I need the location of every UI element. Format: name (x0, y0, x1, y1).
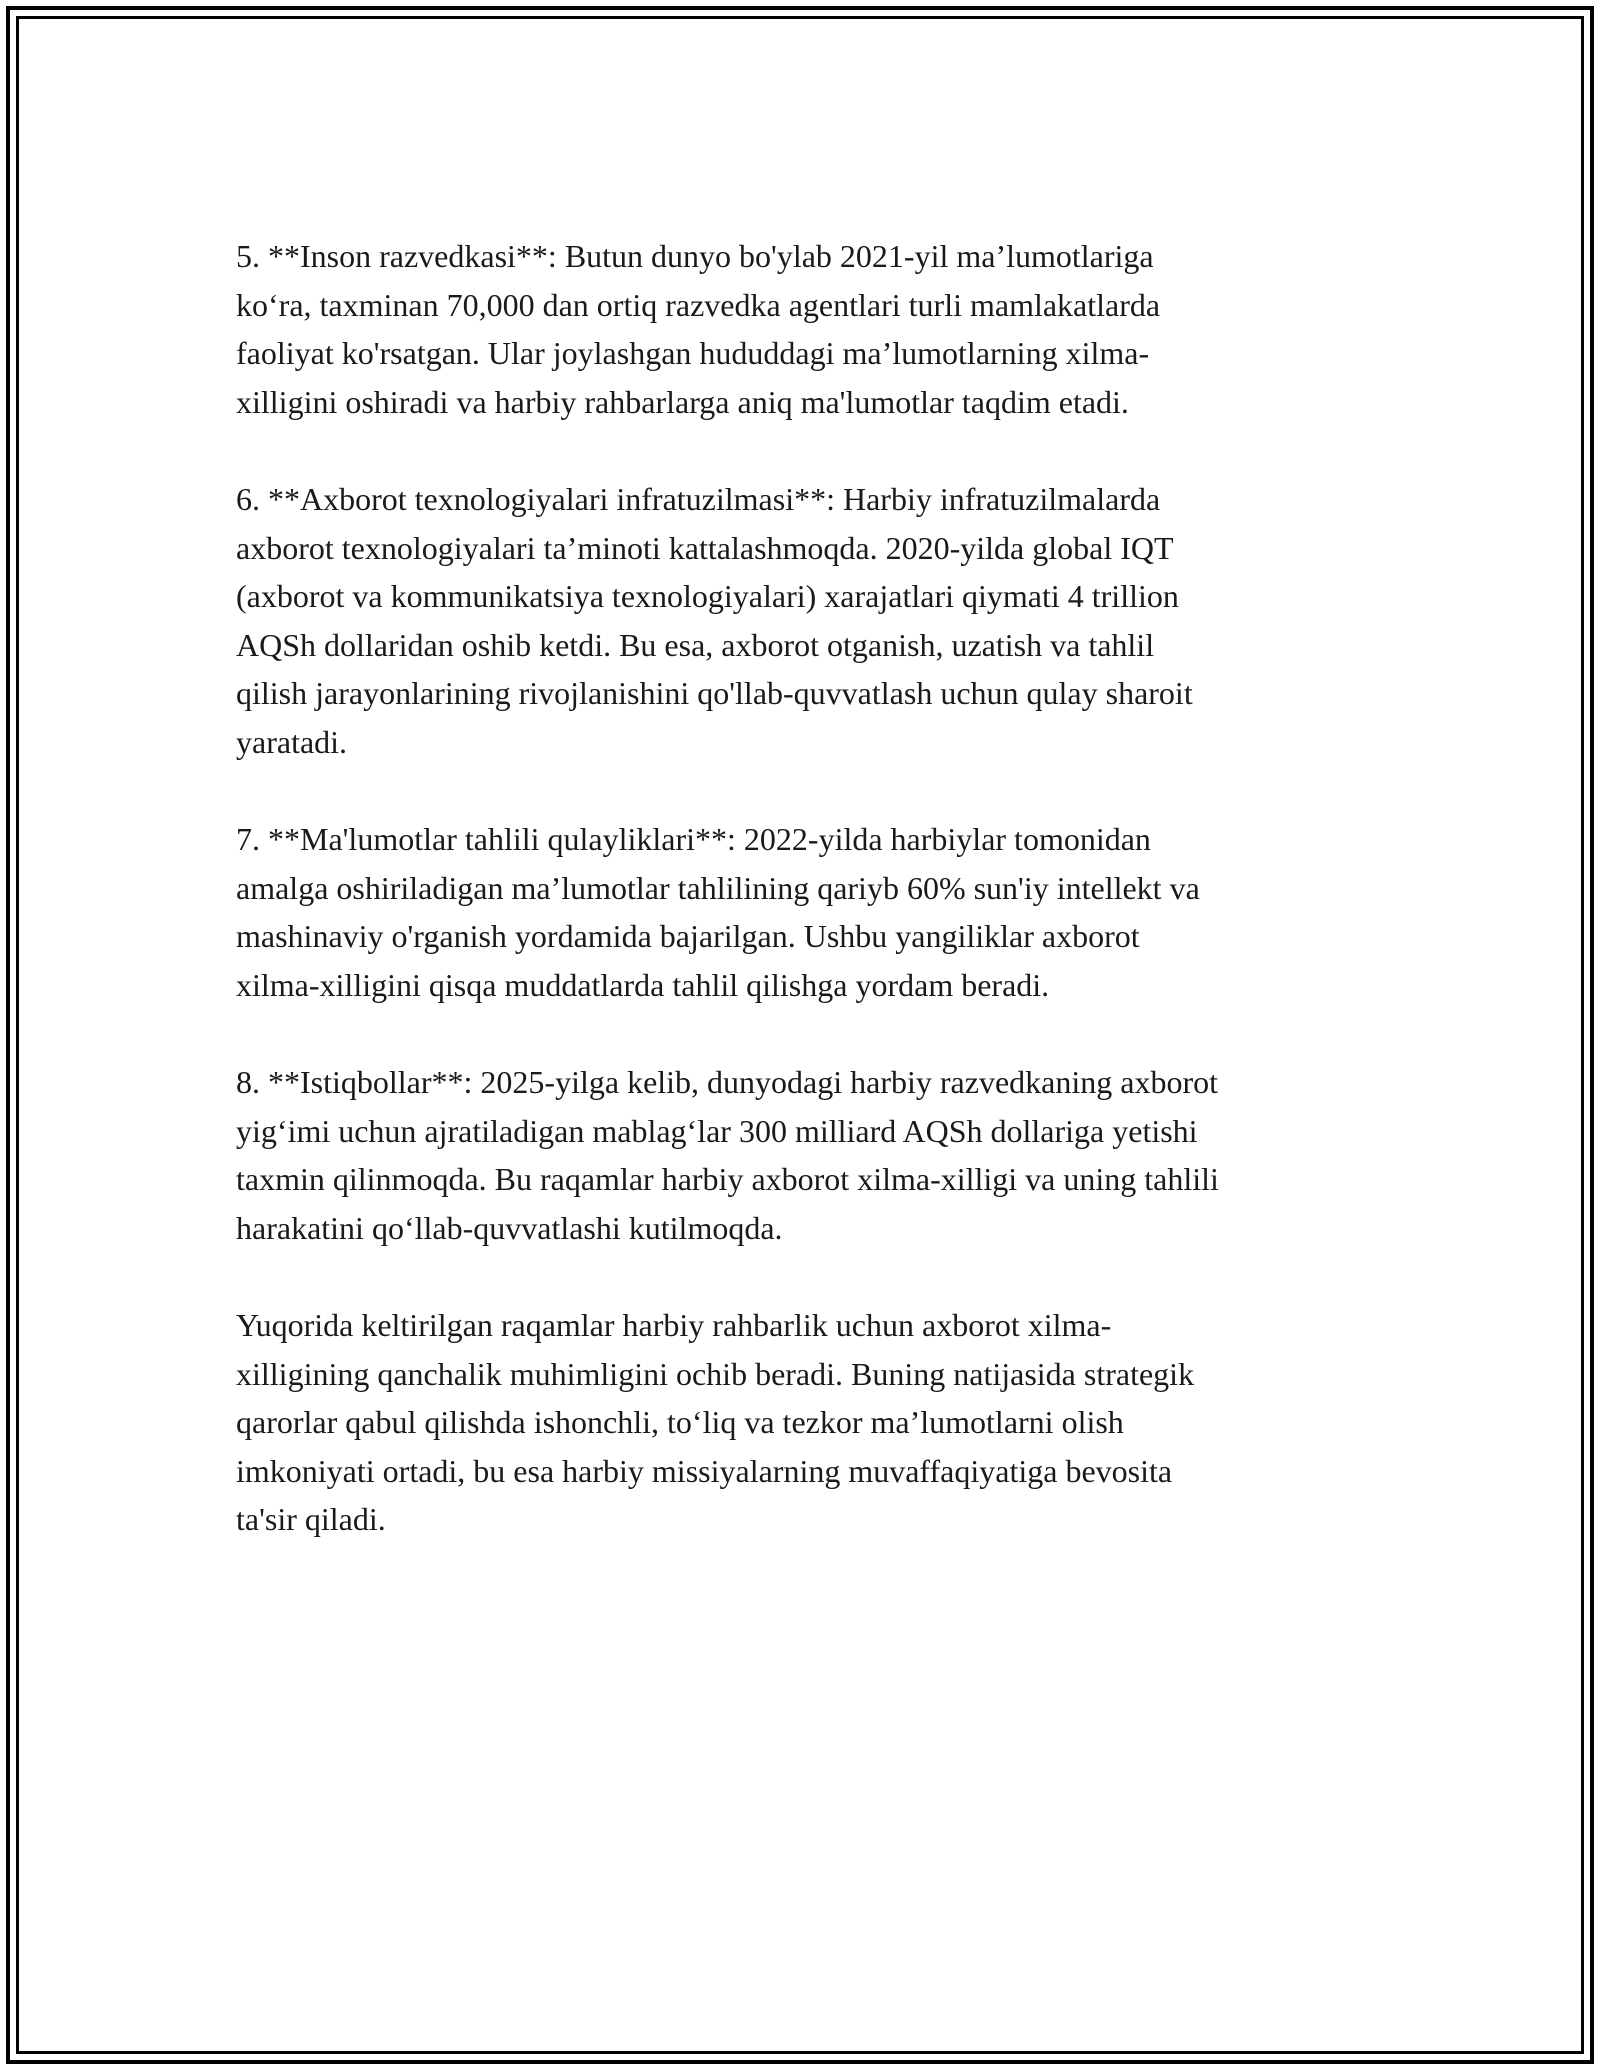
paragraph-malumotlar-tahlili: 7. **Ma'lumotlar tahlili qulayliklari**: 2022-yilda harbiylar tomonidan amalga oshiriladigan ma’lumotlar tahlilining qariyb 60% sun'iy intellekt va mashinaviy o'rganish yordamida bajarilgan. Ushbu yangiliklar axborot xilma-xilligini qisqa muddatlarda tahlil qilishga yordam beradi. (236, 821, 1200, 1003)
paragraph-conclusion: Yuqorida keltirilgan raqamlar harbiy rahbarlik uchun axborot xilma- xilligining qanchalik muhimligini ochib beradi. Buning natijasida strategik qarorlar qabul qilishda ishonchli, to‘liq va tezkor ma’lumotlarni olish imkoniyati ortadi, bu esa harbiy missiyalarning muvaffaqiyatiga bevosita ta'sir qiladi. (236, 1307, 1195, 1537)
document-body (236, 232, 1376, 1593)
paragraph-istiqbollar: 8. **Istiqbollar**: 2025-yilga kelib, dunyodagi harbiy razvedkaning axborot yig‘imi uchun ajratiladigan mablag‘lar 300 milliard AQSh dollariga yetishi taxmin qilinmoqda. Bu raqamlar harbiy axborot xilma-xilligi va uning tahlili harakatini qo‘llab-quvvatlashi kutilmoqda. (236, 1064, 1219, 1246)
paragraph-inson-razvedkasi: 5. **Inson razvedkasi**: Butun dunyo bo'ylab 2021-yil ma’lumotlariga ko‘ra, taxminan 70,000 dan ortiq razvedka agentlari turli mamlakatlarda faoliyat ko'rsatgan. Ular joylashgan hududdagi ma’lumotlarning xilma- xilligini oshiradi va harbiy rahbarlarga aniq ma'lumotlar taqdim etadi. (236, 238, 1161, 420)
paragraph-axborot-texnologiyalari: 6. **Axborot texnologiyalari infratuzilmasi**: Harbiy infratuzilmalarda axborot texnologiyalari ta’minoti kattalashmoqda. 2020-yilda global IQT (axborot va kommunikatsiya texnologiyalari) xarajatlari qiymati 4 trillion AQSh dollaridan oshib ketdi. Bu esa, axborot otganish, uzatish va tahlil qilish jarayonlarining rivojlanishini qo'llab-quvvatlash uchun qulay sharoit yaratadi. (236, 481, 1193, 760)
